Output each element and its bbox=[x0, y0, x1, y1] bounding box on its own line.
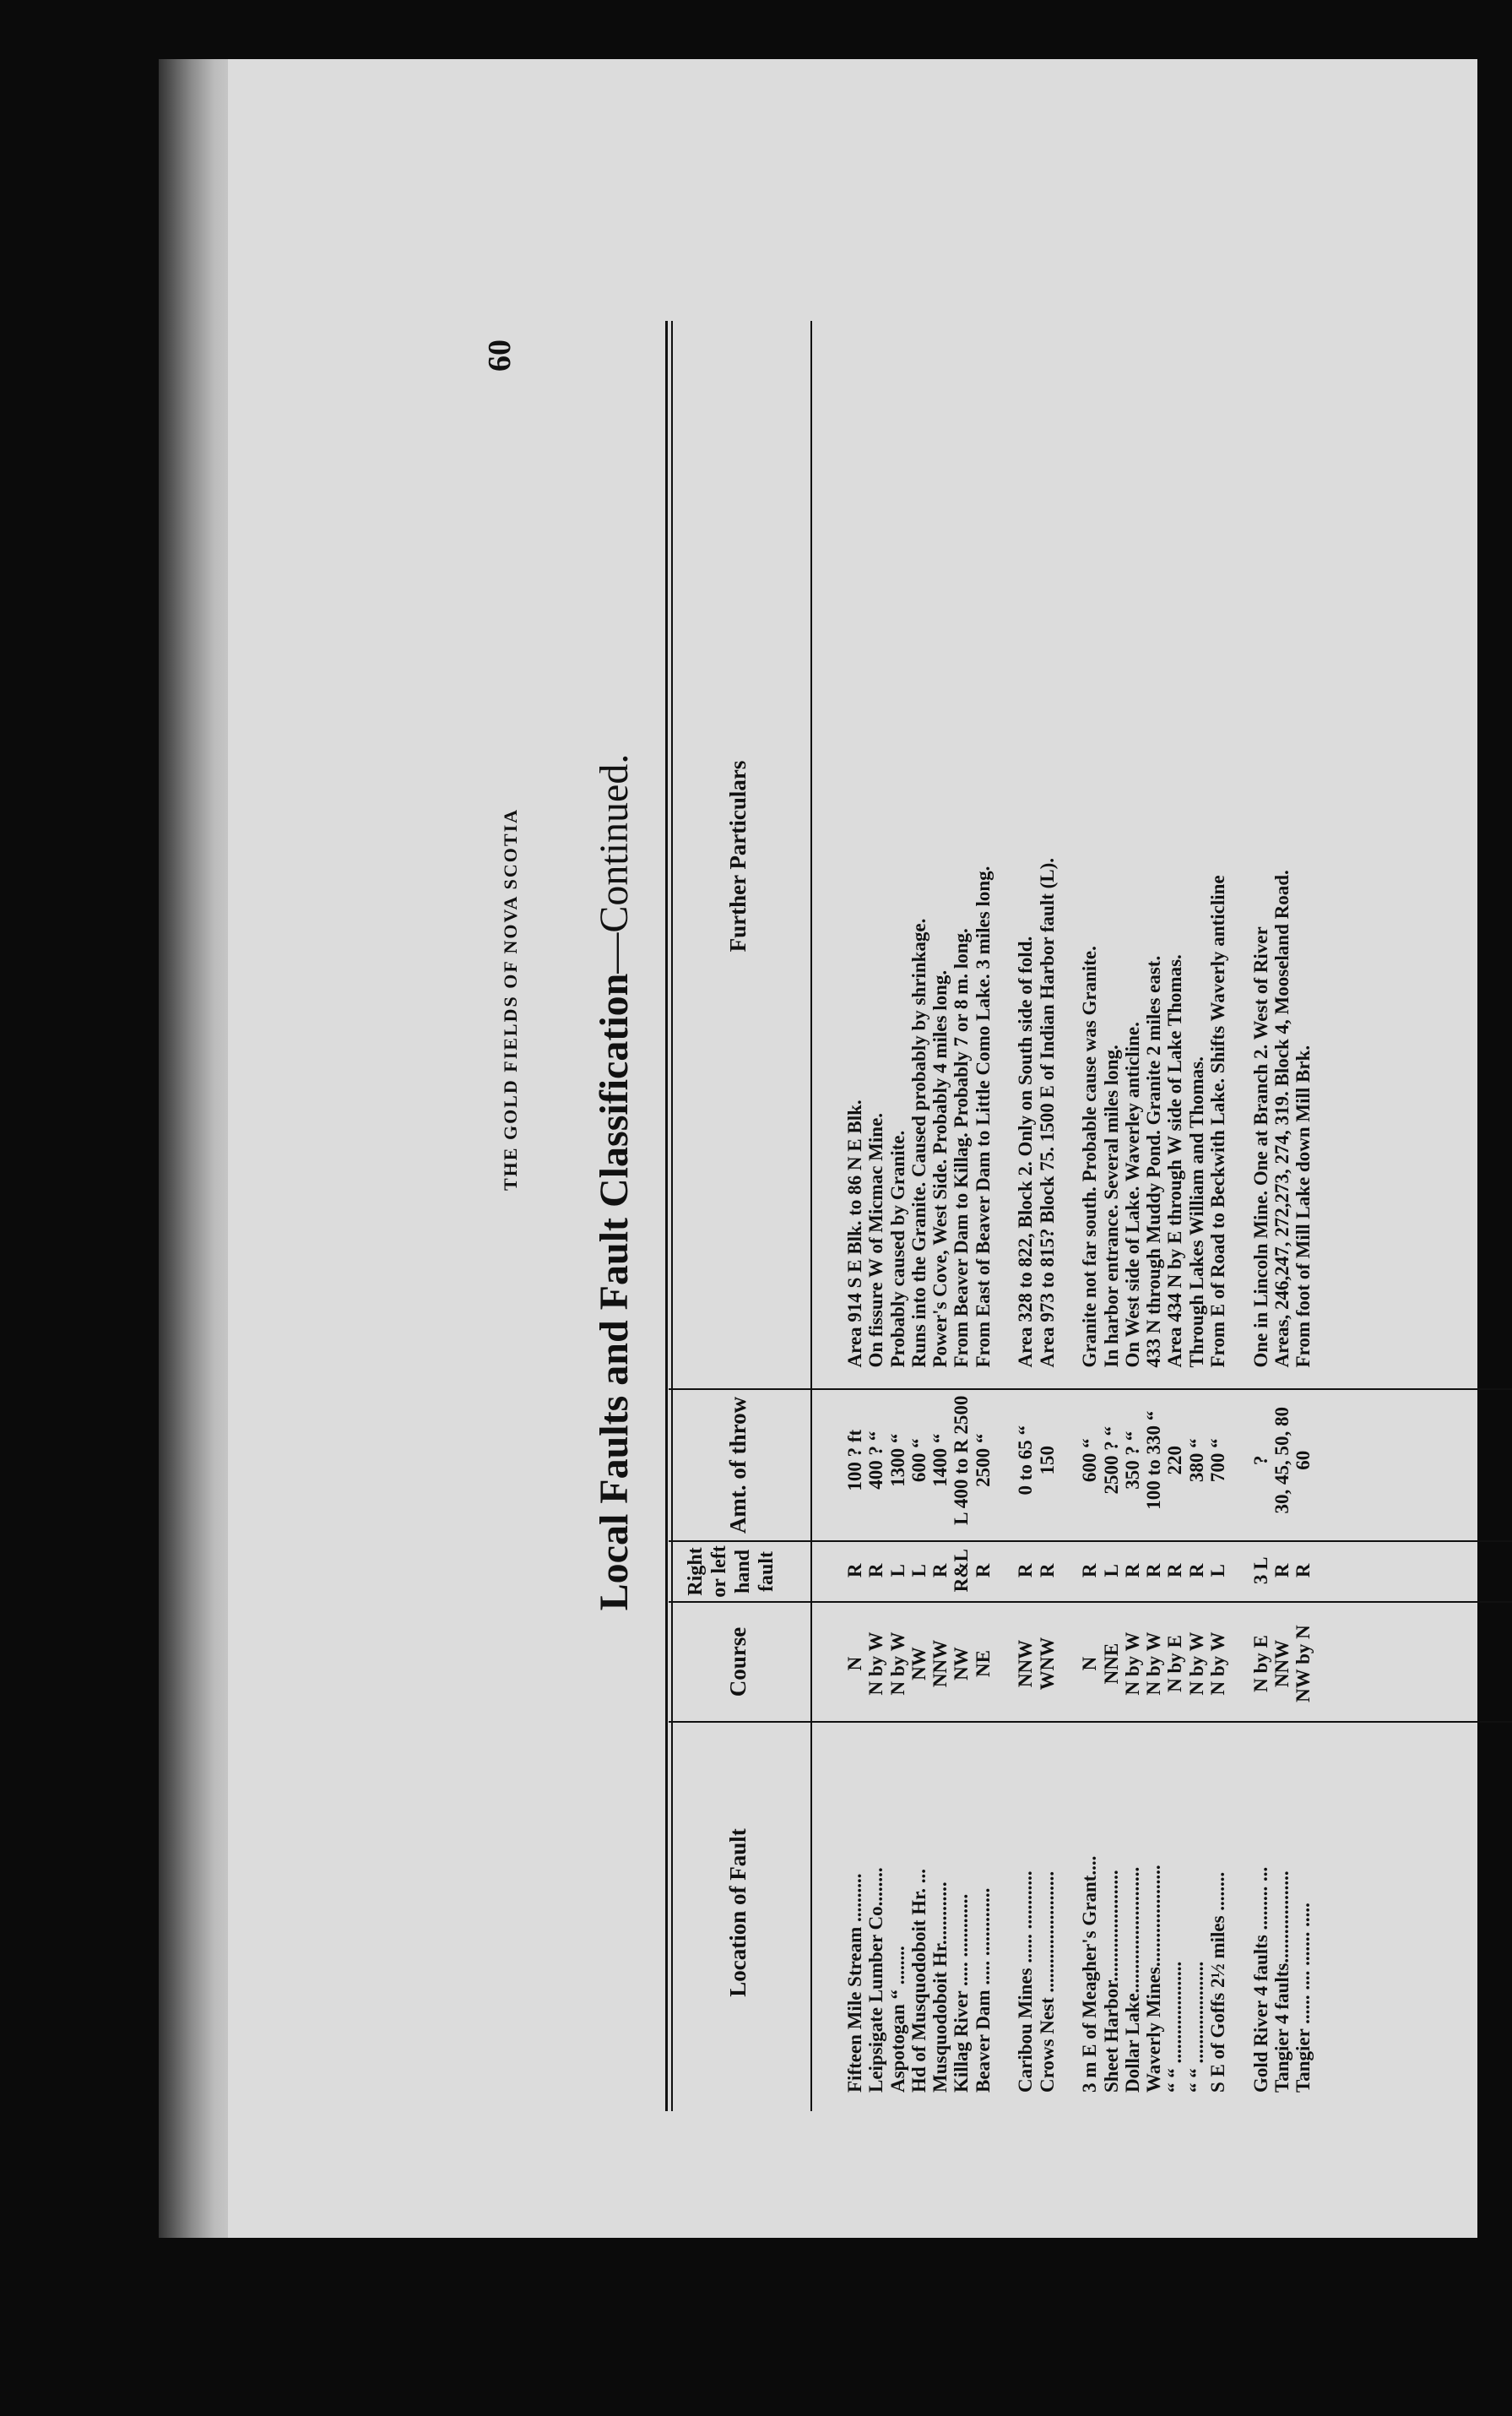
course-cell: NNE bbox=[1100, 1642, 1122, 1685]
throw-cell: 600 “ bbox=[1079, 1438, 1101, 1483]
particulars-cell: On fissure W of Micmac Mine. bbox=[865, 1112, 887, 1368]
location-cell: Killag River ..... ............. bbox=[951, 1893, 973, 2093]
right-left-cell: R bbox=[865, 1563, 887, 1578]
throw-cell: 30, 45, 50, 80 bbox=[1271, 1407, 1293, 1514]
throw-cell: 0 to 65 “ bbox=[1015, 1425, 1037, 1496]
right-left-cell: R&L bbox=[951, 1549, 973, 1593]
particulars-cell bbox=[1058, 306, 1079, 1383]
location-cell: S E of Goffs 2½ miles ........ bbox=[1207, 1871, 1229, 2093]
right-left-cell: R bbox=[1293, 1563, 1314, 1578]
particulars-cell: Areas, 246,247, 272,273, 274, 319. Block 4, Mooseland Road. bbox=[1271, 870, 1293, 1368]
header-location: Location of Fault bbox=[725, 1828, 751, 1997]
header-rule bbox=[665, 321, 673, 2111]
particulars-cell: Probably caused by Granite. bbox=[886, 1130, 908, 1368]
table-row bbox=[1228, 306, 1249, 2096]
header-particulars: Further Particulars bbox=[725, 760, 751, 953]
throw-cell: 1400 “ bbox=[929, 1433, 951, 1487]
location-cell: Caribou Mines ...... ............ bbox=[1015, 1870, 1037, 2093]
location-cell: Aspotogan “ ........ bbox=[886, 1946, 908, 2093]
throw-cell: 2500 “ bbox=[972, 1433, 994, 1487]
right-left-cell bbox=[1228, 1538, 1249, 1604]
throw-cell bbox=[1058, 1383, 1079, 1538]
location-cell: Hd of Musquodoboit Hr. ... bbox=[908, 1869, 929, 2093]
throw-cell: 220 bbox=[1164, 1446, 1186, 1475]
rotated-content bbox=[228, 59, 1477, 2238]
table-row bbox=[1037, 306, 1058, 2096]
course-cell: NW bbox=[951, 1647, 973, 1680]
particulars-cell: 433 N through Muddy Pond. Granite 2 miles east. bbox=[1143, 955, 1165, 1368]
location-cell bbox=[1228, 1724, 1249, 2096]
course-cell: N bbox=[844, 1656, 865, 1671]
throw-cell: 400 ? “ bbox=[865, 1431, 887, 1490]
location-cell: Sheet Harbor....................... bbox=[1100, 1870, 1122, 2093]
table-row bbox=[1293, 306, 1314, 2096]
particulars-cell bbox=[1228, 306, 1249, 1383]
table-row bbox=[973, 306, 994, 2096]
particulars-cell: Runs into the Granite. Caused probably by shrinkage. bbox=[908, 918, 929, 1368]
throw-cell: 60 bbox=[1293, 1450, 1314, 1470]
table-row bbox=[1079, 306, 1100, 2096]
table-row bbox=[1271, 306, 1293, 2096]
particulars-cell: Power's Cove, West Side. Probably 4 miles long. bbox=[929, 969, 951, 1368]
particulars-cell: Area 973 to 815? Block 75. 1500 E of Indian Harbor fault (L). bbox=[1036, 857, 1058, 1368]
location-cell: Crows Nest ......................... bbox=[1036, 1870, 1058, 2093]
throw-cell: 100 ? ft bbox=[844, 1429, 865, 1491]
location-cell: Leipsigate Lumber Co........ bbox=[865, 1867, 887, 2093]
right-left-cell: R bbox=[929, 1563, 951, 1578]
course-cell: N by W bbox=[886, 1631, 908, 1696]
right-left-cell bbox=[1058, 1538, 1079, 1604]
throw-cell: ? bbox=[1249, 1455, 1271, 1465]
particulars-cell: Area 434 N by E through W side of Lake Thomas. bbox=[1164, 954, 1186, 1368]
particulars-cell bbox=[994, 306, 1015, 1383]
table-row bbox=[1101, 306, 1122, 2096]
course-cell: WNW bbox=[1036, 1637, 1058, 1691]
header-course: Course bbox=[725, 1626, 751, 1697]
throw-cell: 700 “ bbox=[1207, 1438, 1229, 1483]
table-row bbox=[994, 306, 1015, 2096]
course-cell: N by W bbox=[1121, 1631, 1143, 1696]
page-number: 60 bbox=[482, 339, 518, 372]
throw-cell: 1300 “ bbox=[886, 1433, 908, 1487]
right-left-cell: L bbox=[1100, 1564, 1122, 1577]
header-throw: Amt. of throw bbox=[725, 1396, 751, 1534]
course-cell: NNW bbox=[1015, 1639, 1037, 1688]
right-left-cell: R bbox=[1036, 1563, 1058, 1578]
right-left-cell: L bbox=[1207, 1564, 1229, 1577]
right-left-cell: R bbox=[1015, 1563, 1037, 1578]
throw-cell: 150 bbox=[1036, 1446, 1058, 1475]
table-row bbox=[951, 306, 972, 2096]
right-left-cell: 3 L bbox=[1249, 1556, 1271, 1585]
course-cell: NW by N bbox=[1293, 1625, 1314, 1702]
table-row bbox=[887, 306, 908, 2096]
table-row bbox=[1164, 306, 1185, 2096]
course-cell: NE bbox=[972, 1650, 994, 1678]
scanned-page bbox=[228, 59, 1477, 2238]
throw-cell: 100 to 330 “ bbox=[1143, 1410, 1165, 1510]
location-cell: Tangier ...... .... ....... ..... bbox=[1293, 1903, 1314, 2093]
course-cell: NW bbox=[908, 1647, 929, 1680]
throw-cell bbox=[994, 1383, 1015, 1538]
right-left-cell: R bbox=[1271, 1563, 1293, 1578]
location-cell: Waverly Mines..................... bbox=[1143, 1865, 1165, 2093]
location-cell: “ “ ..................... bbox=[1185, 1961, 1207, 2093]
table-row bbox=[1122, 306, 1143, 2096]
throw-cell: 350 ? “ bbox=[1121, 1431, 1143, 1490]
course-cell: NNW bbox=[1271, 1639, 1293, 1688]
course-cell: N by E bbox=[1249, 1635, 1271, 1692]
location-cell: Beaver Dam ..... .............. bbox=[972, 1887, 994, 2093]
throw-cell bbox=[1228, 1383, 1249, 1538]
particulars-cell: From E of Road to Beckwith Lake. Shifts Waverly anticline bbox=[1207, 875, 1229, 1368]
location-cell: Musquodoboit Hr............. bbox=[929, 1881, 951, 2093]
table-row bbox=[865, 306, 886, 2096]
right-left-cell: R bbox=[1143, 1563, 1165, 1578]
title-continued: —Continued. bbox=[592, 753, 637, 974]
right-left-cell: L bbox=[886, 1564, 908, 1577]
course-cell bbox=[1228, 1604, 1249, 1724]
right-left-cell: R bbox=[1079, 1563, 1101, 1578]
location-cell bbox=[1058, 1724, 1079, 2096]
particulars-cell: Area 914 S E Blk. to 86 N E Blk. bbox=[844, 1099, 865, 1368]
particulars-cell: From foot of Mill Lake down Mill Brk. bbox=[1293, 1045, 1314, 1368]
running-head: THE GOLD FIELDS OF NOVA SCOTIA bbox=[500, 807, 521, 1191]
table-row bbox=[844, 306, 865, 2096]
table-row bbox=[1250, 306, 1271, 2096]
particulars-cell: On West side of Lake. Waverley anticline. bbox=[1121, 1022, 1143, 1368]
header-bottom-rule bbox=[810, 321, 812, 2111]
particulars-cell: From East of Beaver Dam to Little Como Lake. 3 miles long. bbox=[972, 866, 994, 1368]
particulars-cell: Through Lakes William and Thomas. bbox=[1185, 1056, 1207, 1368]
course-cell: NNW bbox=[929, 1639, 951, 1688]
fault-table bbox=[844, 306, 1314, 2096]
right-left-cell: L bbox=[908, 1564, 929, 1577]
location-cell bbox=[994, 1724, 1015, 2096]
table-title bbox=[591, 633, 637, 1731]
right-left-cell: R bbox=[1185, 1563, 1207, 1578]
right-left-cell: R bbox=[972, 1563, 994, 1578]
table-row bbox=[929, 306, 951, 2096]
course-cell bbox=[994, 1604, 1015, 1724]
particulars-cell: From Beaver Dam to Killag. Probably 7 or 8 m. long. bbox=[951, 928, 973, 1368]
course-cell: N by W bbox=[865, 1631, 887, 1696]
right-left-cell: R bbox=[844, 1563, 865, 1578]
throw-cell: L 400 to R 2500 bbox=[951, 1395, 973, 1525]
location-cell: “ “ ..................... bbox=[1164, 1961, 1186, 2093]
throw-cell: 2500 ? “ bbox=[1100, 1426, 1122, 1495]
location-cell: Gold River 4 faults ......... ... bbox=[1249, 1866, 1271, 2093]
table-row bbox=[1186, 306, 1207, 2096]
table-row bbox=[1207, 306, 1228, 2096]
throw-cell: 380 “ bbox=[1185, 1438, 1207, 1483]
course-cell: N by E bbox=[1164, 1635, 1186, 1692]
course-cell: N by W bbox=[1143, 1631, 1165, 1696]
header-right-left: Right or left hand fault bbox=[685, 1545, 778, 1598]
location-cell: Dollar Lake.......................... bbox=[1121, 1866, 1143, 2093]
right-left-cell bbox=[994, 1538, 1015, 1604]
table-row bbox=[908, 306, 929, 2096]
course-cell: N bbox=[1079, 1656, 1101, 1671]
right-left-cell: R bbox=[1121, 1563, 1143, 1578]
course-cell: N by W bbox=[1185, 1631, 1207, 1696]
table-row bbox=[1143, 306, 1164, 2096]
table-row bbox=[1058, 306, 1079, 2096]
right-left-cell: R bbox=[1164, 1563, 1186, 1578]
particulars-cell: In harbor entrance. Several miles long. bbox=[1100, 1045, 1122, 1368]
particulars-cell: Granite not far south. Probable cause was Granite. bbox=[1079, 946, 1101, 1368]
location-cell: Fifteen Mile Stream .......... bbox=[844, 1873, 865, 2093]
table-row bbox=[1015, 306, 1036, 2096]
location-cell: 3 m E of Meagher's Grant.... bbox=[1079, 1855, 1101, 2093]
title-text: Local Faults and Fault Classification bbox=[592, 973, 637, 1611]
location-cell: Tangier 4 faults................... bbox=[1271, 1870, 1293, 2093]
throw-cell: 600 “ bbox=[908, 1438, 929, 1483]
particulars-cell: One in Lincoln Mine. One at Branch 2. West of River bbox=[1249, 926, 1271, 1368]
course-cell: N by W bbox=[1207, 1631, 1229, 1696]
course-cell bbox=[1058, 1604, 1079, 1724]
particulars-cell: Area 328 to 822, Block 2. Only on South side of fold. bbox=[1015, 936, 1037, 1368]
